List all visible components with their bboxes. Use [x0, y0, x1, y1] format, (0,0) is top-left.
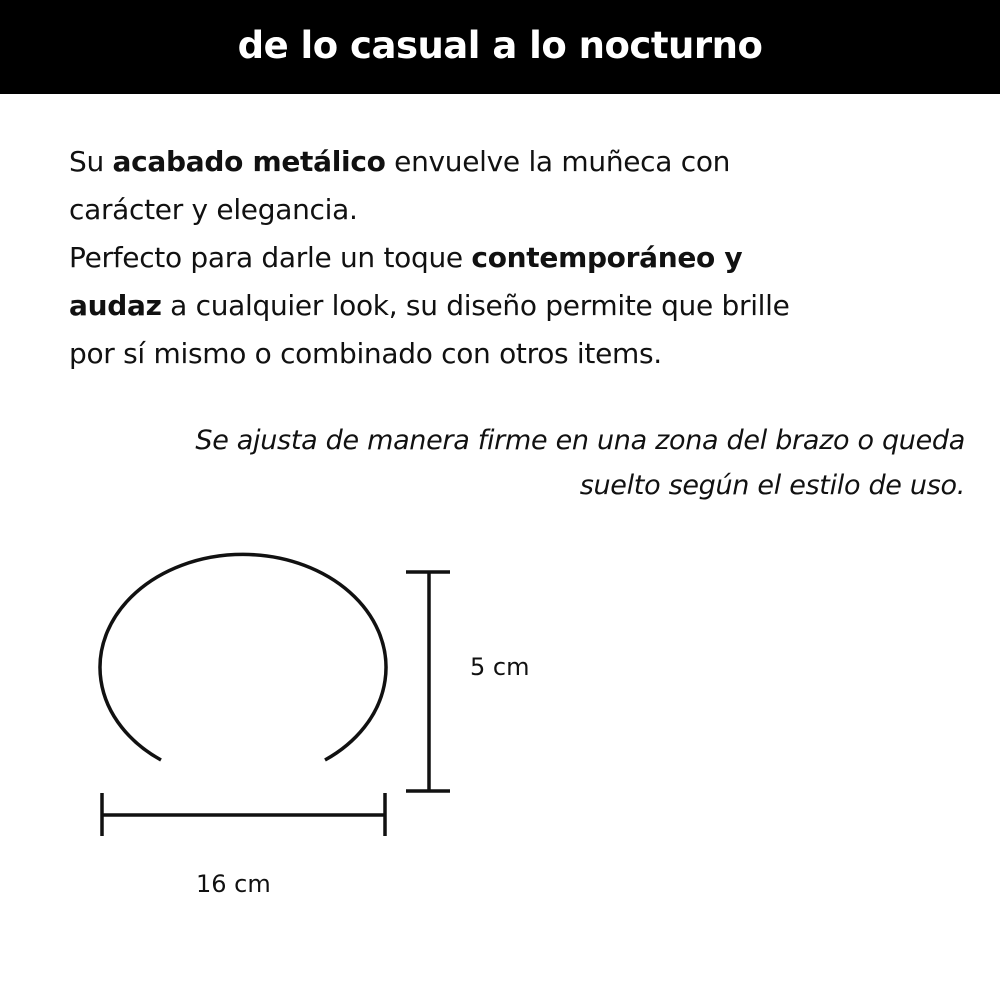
description-line-3-pre: Perfecto para darle un toque	[69, 241, 472, 274]
page-title: de lo casual a lo nocturno	[237, 23, 763, 67]
bracelet-dimension-diagram	[0, 530, 1000, 930]
description-line-2: carácter y elegancia.	[69, 193, 358, 226]
fit-note-line-2: suelto según el estilo de uso.	[579, 470, 965, 501]
fit-note	[105, 418, 965, 508]
fit-note-line-1: Se ajusta de manera firme en una zona del brazo o queda	[195, 425, 965, 456]
header-banner	[0, 0, 1000, 94]
description-line-3	[69, 234, 949, 282]
description-line-1	[69, 138, 949, 186]
description-line-3-bold: contemporáneo y	[471, 241, 743, 274]
bracelet-outline	[100, 554, 386, 760]
description-line-5: por sí mismo o combinado con otros items.	[69, 337, 662, 370]
description-line-4-bold: audaz	[69, 289, 162, 322]
description-line-1-post: envuelve la muñeca con	[385, 145, 731, 178]
height-label: 5 cm	[470, 653, 530, 681]
width-label: 16 cm	[196, 870, 271, 898]
description-line-4	[69, 282, 949, 330]
description-line-1-bold: acabado metálico	[112, 145, 386, 178]
description-line-4-post: a cualquier look, su diseño permite que brille	[161, 289, 790, 322]
description-line-1-pre: Su	[69, 145, 113, 178]
product-description	[69, 138, 949, 378]
